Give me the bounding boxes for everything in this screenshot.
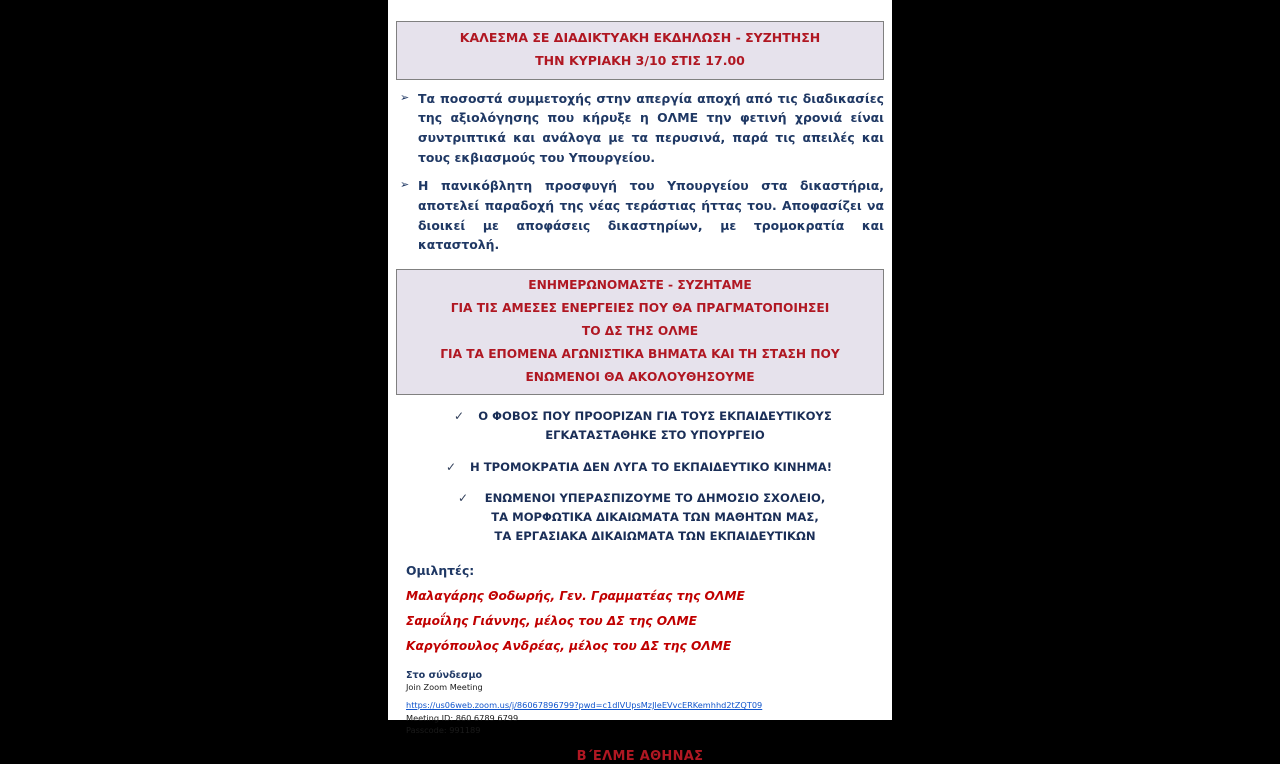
announcement-line: ΓΙΑ ΤΙΣ ΑΜΕΣΕΣ ΕΝΕΡΓΕΙΕΣ ΠΟΥ ΘΑ ΠΡΑΓΜΑΤΟΠΟΙΗΣΕΙ: [450, 301, 830, 316]
checkmark-list: [396, 407, 884, 546]
link-heading: Στο σύνδεσμο: [406, 669, 483, 681]
list-item: [396, 176, 884, 255]
header-callout-box: [396, 21, 884, 80]
speakers-section: [396, 563, 884, 653]
announcement-callout-box: [396, 269, 884, 395]
arrow-bullet-icon: ➢: [400, 90, 410, 104]
bullet-list: [396, 89, 884, 256]
bullet-text: Η πανικόβλητη προσφυγή του Υπουργείου στα δικαστήρια, αποτελεί παραδοχή της νέας τεράστιας ήττας του. Αποφασίζει να διοικεί με αποφάσεις δικαστηρίων, με τρομοκρατία και καταστολή.: [418, 177, 884, 253]
check-line: Ο ΦΟΒΟΣ ΠΟΥ ΠΡΟΟΡΙΖΑΝ ΓΙΑ ΤΟΥΣ ΕΚΠΑΙΔΕΥΤΙΚΟΥΣ: [478, 408, 832, 423]
check-line: ΤΑ ΜΟΡΦΩΤΙΚΑ ΔΙΚΑΙΩΜΑΤΑ ΤΩΝ ΜΑΘΗΤΩΝ ΜΑΣ,: [491, 510, 819, 525]
check-line: Η ΤΡΟΜΟΚΡΑΤΙΑ ΔΕΝ ΛΥΓΑ ΤΟ ΕΚΠΑΙΔΕΥΤΙΚΟ ΚΙΝΗΜΑ!: [469, 459, 833, 474]
list-item: [396, 89, 884, 168]
check-icon: ✓: [446, 459, 457, 474]
speaker-item: Μαλαγάρης Θοδωρής, Γεν. Γραμματέας της ΟΛΜΕ: [406, 588, 745, 603]
bullet-text: Τα ποσοστά συμμετοχής στην απεργία αποχή από τις διαδικασίες της αξιολόγησης που κήρυξε η ΟΛΜΕ την φετινή χρονιά είναι συντριπτικά και ανάλογα με τα περυσινά, παρά τις απειλές και τους εκβιασμούς του Υπουργείου.: [418, 90, 884, 166]
speaker-item: Σαμοΐλης Γιάννης, μέλος του ΔΣ της ΟΛΜΕ: [406, 613, 698, 628]
list-item: [396, 407, 884, 445]
speakers-label: Ομιλητές:: [406, 562, 475, 578]
check-text: [396, 458, 884, 477]
check-text: [396, 489, 884, 545]
list-item: [396, 489, 884, 545]
meeting-id-text: Meeting ID: 860 6789 6799: [406, 712, 519, 723]
arrow-bullet-icon: ➢: [400, 177, 410, 191]
join-zoom-label: Join Zoom Meeting: [406, 681, 483, 692]
check-icon: ✓: [454, 408, 465, 423]
document-page: [388, 0, 892, 764]
announcement-line: ΤΟ ΔΣ ΤΗΣ ΟΛΜΕ: [581, 324, 699, 339]
passcode-text: Passcode: 991189: [406, 725, 481, 736]
footer-organization: Β΄ΕΛΜΕ ΑΘΗΝΑΣ: [576, 748, 704, 764]
announcement-line: ΕΝΩΜΕΝΟΙ ΘΑ ΑΚΟΛΟΥΘΗΣΟΥΜΕ: [525, 370, 755, 384]
check-text: [396, 407, 884, 445]
check-line: ΕΝΩΜΕΝΟΙ ΥΠΕΡΑΣΠΙΖΟΥΜΕ ΤΟ ΔΗΜΟΣΙΟ ΣΧΟΛΕΙΟ,: [484, 491, 826, 506]
header-line: ΤΗΝ ΚΥΡΙΑΚΗ 3/10 ΣΤΙΣ 17.00: [535, 52, 745, 68]
list-item: [396, 458, 884, 477]
check-line: ΕΓΚΑΤΑΣΤΑΘΗΚΕ ΣΤΟ ΥΠΟΥΡΓΕΙΟ: [545, 427, 765, 442]
zoom-meeting-link[interactable]: https://us06web.zoom.us/j/86067896799?pwd=c1dlVUpsMzJleEVvcERKemhhd2tZQT09: [406, 699, 763, 710]
header-line: ΚΑΛΕΣΜΑ ΣΕ ΔΙΑΔΙΚΤΥΑΚΗ ΕΚΔΗΛΩΣΗ - ΣΥΖΗΤΗΣΗ: [459, 30, 821, 45]
check-line: ΤΑ ΕΡΓΑΣΙΑΚΑ ΔΙΚΑΙΩΜΑΤΑ ΤΩΝ ΕΚΠΑΙΔΕΥΤΙΚΩΝ: [494, 528, 816, 543]
zoom-link-section: [396, 670, 884, 737]
check-icon: ✓: [458, 491, 469, 506]
speaker-item: Καργόπουλος Ανδρέας, μέλος του ΔΣ της ΟΛΜΕ: [406, 638, 732, 653]
announcement-line: ΕΝΗΜΕΡΩΝΟΜΑΣΤΕ - ΣΥΖΗΤΑΜΕ: [528, 278, 752, 293]
announcement-line: ΓΙΑ ΤΑ ΕΠΟΜΕΝΑ ΑΓΩΝΙΣΤΙΚΑ ΒΗΜΑΤΑ ΚΑΙ ΤΗ ΣΤΑΣΗ ΠΟΥ: [440, 347, 840, 362]
